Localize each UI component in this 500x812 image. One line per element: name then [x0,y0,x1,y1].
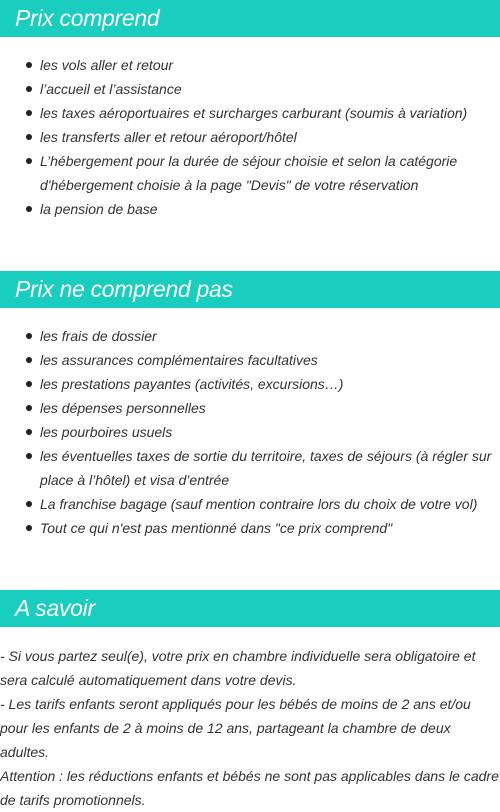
list-item: l’accueil et l’assistance [0,77,500,101]
bullet-icon [26,134,32,140]
list-item: les vols aller et retour [0,53,500,77]
list-item: L’hébergement pour la durée de séjour choisie et selon la catégorie d'hébergement choisie à la page "Devis" de votre réservation [0,149,500,197]
bullet-icon [26,333,32,339]
list-item: la pension de base [0,197,500,221]
bullet-icon [26,158,32,164]
bullet-icon [26,381,32,387]
bullet-icon [26,525,32,531]
list-item: les assurances complémentaires facultatives [0,348,500,372]
info-paragraph: - Si vous partez seul(e), votre prix en chambre individuelle sera obligatoire et sera calculé automatiquement dans votre devis. [0,648,476,688]
list-item: les éventuelles taxes de sortie du territoire, taxes de séjours (à régler sur place à l’hôtel) et visa d’entrée [0,444,500,492]
bullet-icon [26,501,32,507]
info-paragraph: Attention : les réductions enfants et bébés ne sont pas applicables dans le cadre de tarifs promotionnels. [0,768,499,808]
list-item: les pourboires usuels [0,420,500,444]
bullet-icon [26,429,32,435]
list-item: les frais de dossier [0,324,500,348]
bullet-icon [26,110,32,116]
section-title-prix-ne-comprend-pas: Prix ne comprend pas [0,271,500,308]
list-item: les taxes aéroportuaires et surcharges carburant (soumis à variation) [0,101,500,125]
bullet-icon [26,357,32,363]
included-list [0,53,500,221]
bullet-icon [26,86,32,92]
list-item: Tout ce qui n'est pas mentionné dans "ce prix comprend" [0,516,500,540]
section-title-a-savoir: A savoir [0,590,500,627]
section-title-prix-comprend: Prix comprend [0,0,500,37]
bullet-icon [26,206,32,212]
list-item: les dépenses personnelles [0,396,500,420]
list-item: La franchise bagage (sauf mention contraire lors du choix de votre vol) [0,492,500,516]
list-item: les transferts aller et retour aéroport/hôtel [0,125,500,149]
bullet-icon [26,453,32,459]
list-item: les prestations payantes (activités, excursions…) [0,372,500,396]
bullet-icon [26,62,32,68]
info-block [0,644,500,812]
info-paragraph: - Les tarifs enfants seront appliqués pour les bébés de moins de 2 ans et/ou pour les enfants de 2 à moins de 12 ans, partageant la chambre de deux adultes. [0,696,471,760]
excluded-list [0,324,500,540]
bullet-icon [26,405,32,411]
